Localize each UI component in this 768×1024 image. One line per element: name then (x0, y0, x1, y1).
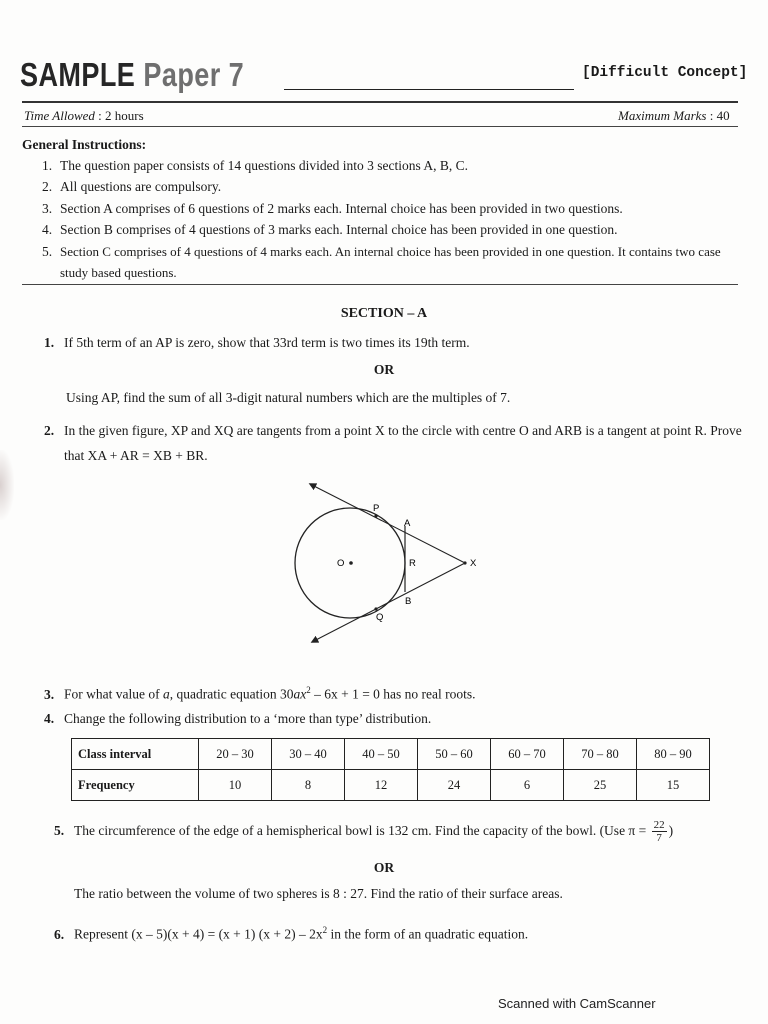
scanner-watermark: Scanned with CamScanner (498, 996, 656, 1011)
time-allowed (24, 108, 144, 124)
table-cell: 70 – 80 (564, 739, 637, 770)
label-o: O (337, 558, 345, 569)
row-header-frequency: Frequency (72, 770, 199, 801)
label-a: A (404, 518, 411, 529)
section-a-heading: SECTION – A (340, 306, 428, 321)
point-q (374, 607, 377, 610)
time-label: Time Allowed (24, 108, 95, 123)
time-value: : 2 hours (98, 108, 144, 123)
row-header-class-interval: Class interval (72, 739, 199, 770)
instruction-item: 4. Section B comprises of 4 questions of 3 marks each. Internal choice has been provided in one question. (42, 222, 618, 237)
table-cell: 25 (564, 770, 637, 801)
tangent-figure (290, 478, 510, 648)
table-cell: 40 – 50 (345, 739, 418, 770)
title-sample: SAMPLE (20, 56, 136, 93)
table-cell: 20 – 30 (199, 739, 272, 770)
instructions-rule (22, 284, 738, 285)
table-cell: 10 (199, 770, 272, 801)
question-1-alternative: Using AP, find the sum of all 3-digit natural numbers which are the multiples of 7. (66, 390, 511, 405)
point-x (463, 561, 466, 564)
label-x: X (470, 558, 477, 569)
table-cell: 30 – 40 (272, 739, 345, 770)
pi-fraction: $\frac{22}{7}$ (653, 819, 665, 845)
paper-title (20, 56, 244, 94)
point-p (374, 514, 377, 517)
tangent-xp (310, 484, 465, 563)
marks-label: Maximum Marks (618, 108, 707, 123)
table-cell: 15 (637, 770, 710, 801)
table-cell: 8 (272, 770, 345, 801)
instruction-item: 5. Section C comprises of 4 questions of 4 marks each. An internal choice has been provided in one question. It contains two case study based questions. (42, 244, 721, 280)
distribution-table (71, 738, 710, 801)
scan-shadow (0, 450, 14, 520)
table-row (72, 739, 710, 770)
or-label: OR (373, 860, 395, 875)
question-3: 3. For what value of a, quadratic equation $30ax^2 - 6x + 1 = 0$ has no real roots. (44, 685, 476, 702)
tangent-xq (312, 563, 465, 642)
header-rule (22, 101, 738, 103)
table-row (72, 770, 710, 801)
table-cell: 6 (491, 770, 564, 801)
centre-point (349, 561, 353, 565)
table-cell: 50 – 60 (418, 739, 491, 770)
or-label: OR (373, 362, 395, 377)
meta-rule (22, 126, 738, 127)
question-4: 4. Change the following distribution to a ‘more than type’ distribution. (44, 711, 432, 726)
table-cell: 60 – 70 (491, 739, 564, 770)
table-cell: 80 – 90 (637, 739, 710, 770)
title-rule (284, 89, 574, 90)
label-q: Q (376, 612, 384, 623)
instruction-item: 2. All questions are compulsory. (42, 179, 222, 194)
question-6: 6. Represent (x – 5)(x + 4) = (x + 1) $(x + 2) - 2x^2$ in the form of an quadratic equation. (54, 925, 529, 942)
label-b: B (405, 596, 412, 607)
question-5: 5. The circumference of the edge of a hemispherical bowl is 132 cm. Find the capacity of the bowl. (Use π = $\frac{22}{7}$ ) (54, 819, 674, 845)
instructions-heading: General Instructions: (22, 137, 147, 152)
marks-value: : 40 (709, 108, 730, 123)
question-1: 1. If 5th term of an AP is zero, show that 33rd term is two times its 19th term. (44, 335, 470, 350)
question-5-alternative: The ratio between the volume of two spheres is 8 : 27. Find the ratio of their surface areas. (74, 886, 563, 901)
instruction-item: 1. The question paper consists of 14 questions divided into 3 sections A, B, C. (42, 158, 468, 173)
instruction-item: 3. Section A comprises of 6 questions of 2 marks each. Internal choice has been provided in two questions. (42, 201, 623, 216)
maximum-marks (618, 108, 730, 124)
question-2: 2. In the given figure, XP and XQ are tangents from a point X to the circle with centre O and ARB is a tangent at point R. Prove that XA + AR = XB + BR. (44, 423, 742, 463)
label-p: P (373, 503, 380, 514)
difficulty-tag: [Difficult Concept] (582, 65, 748, 81)
label-r: R (409, 558, 416, 569)
table-cell: 24 (418, 770, 491, 801)
title-paper-number: Paper 7 (143, 56, 245, 93)
table-cell: 12 (345, 770, 418, 801)
